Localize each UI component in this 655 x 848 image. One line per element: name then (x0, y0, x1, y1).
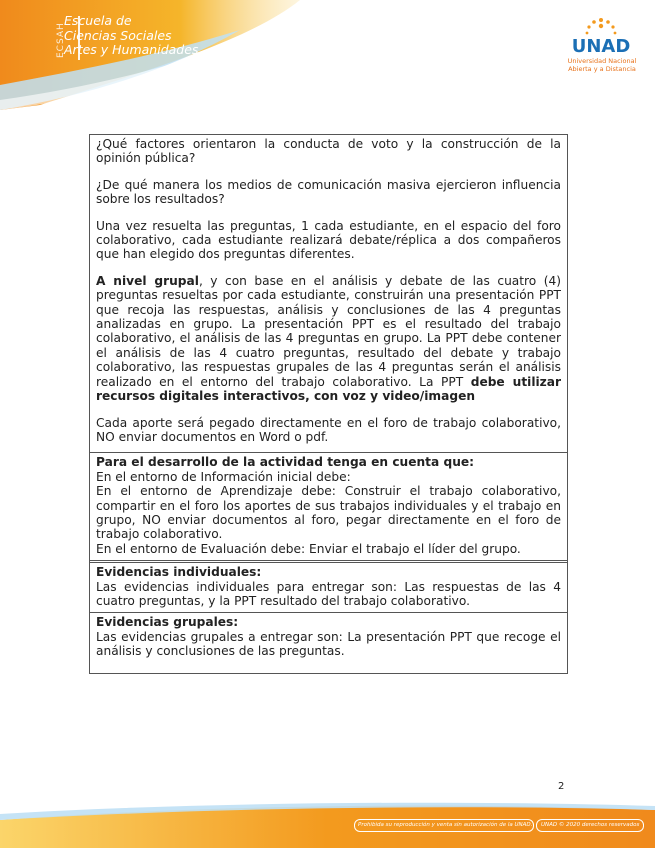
group-instruction (96, 274, 561, 404)
group-evidence-text: Las evidencias grupales a entregar son: La presentación PPT que recoge el análisis y conclusiones de las preguntas. (96, 629, 561, 659)
development-title: Para el desarrollo de la actividad tenga en cuenta que: (96, 455, 475, 470)
school-name: Escuela de Ciencias Sociales Artes y Humanidades (64, 13, 199, 57)
digital-resources-requirement: debe utilizar recursos digitales interactivos, con voz y video/imagen (96, 374, 562, 404)
activity-table (89, 134, 568, 674)
page-number: 2 (558, 781, 565, 792)
instructions-section (90, 135, 567, 453)
development-line: En el entorno de Aprendizaje debe: Construir el trabajo colaborativo, compartir en el foro los aportes de sus trabajos individuales y el trabajo en grupo, NO enviar documentos al foro, pegar directamente en el foro de trabajo colaborativo. (96, 484, 561, 542)
logo-subtitle: Universidad Nacional Abierta y a Distancia (567, 57, 637, 73)
development-line: En el entorno de Evaluación debe: Enviar el trabajo el líder del grupo. (96, 541, 521, 556)
individual-evidence-text: Las evidencias individuales para entregar son: Las respuestas de las 4 cuatro preguntas, y la PPT resultado del trabajo colaborativo. (96, 579, 561, 608)
question-2: ¿De qué manera los medios de comunicación masiva ejercieron influencia sobre los resultados? (96, 177, 561, 207)
group-level-label: A nivel grupal (96, 273, 199, 288)
group-instruction-text: , y con base en el análisis y debate de las cuatro (4) preguntas resueltas por cada estudiante, construirán una presentación PPT que recoja las respuestas, análisis y conclusiones de las 4 preguntas analizadas en grupo. La presentación PPT es el resultado del trabajo colaborativo, el análisis de las 4 preguntas en grupo. La PPT debe contener el análisis de las 4 cuatro preguntas, resultado del debate y trabajo colaborativo, las respuestas grupales de las 4 preguntas serán el análisis realizado en el entorno del trabajo colaborativo. La PPT (96, 273, 561, 389)
submission-note: Cada aporte será pegado directamente en el foro de trabajo colaborativo, NO enviar documentos en Word o pdf. (96, 415, 561, 444)
group-evidence-title: Evidencias grupales: (96, 615, 239, 630)
individual-evidence-title: Evidencias individuales: (96, 565, 262, 580)
individual-evidence-section (90, 563, 567, 613)
question-1: ¿Qué factores orientaron la conducta de voto y la construcción de la opinión pública? (96, 137, 561, 166)
development-line: En el entorno de Información inicial debe: (96, 469, 351, 484)
school-code: ECSAH (56, 22, 66, 58)
group-evidence-section (90, 613, 567, 672)
forum-instruction: Una vez resuelta las preguntas, 1 cada estudiante, en el espacio del foro colaborativo, cada estudiante realizará debate/réplica a dos compañeros que han elegido dos preguntas diferentes. (96, 218, 561, 262)
footer-notice: Prohibida su reproducción y venta sin autorización de la UNAD. (358, 822, 533, 828)
development-section (90, 453, 567, 563)
logo-wordmark: UNAD (571, 36, 631, 57)
footer-copyright: UNAD © 2020 derechos reservados (541, 822, 640, 828)
